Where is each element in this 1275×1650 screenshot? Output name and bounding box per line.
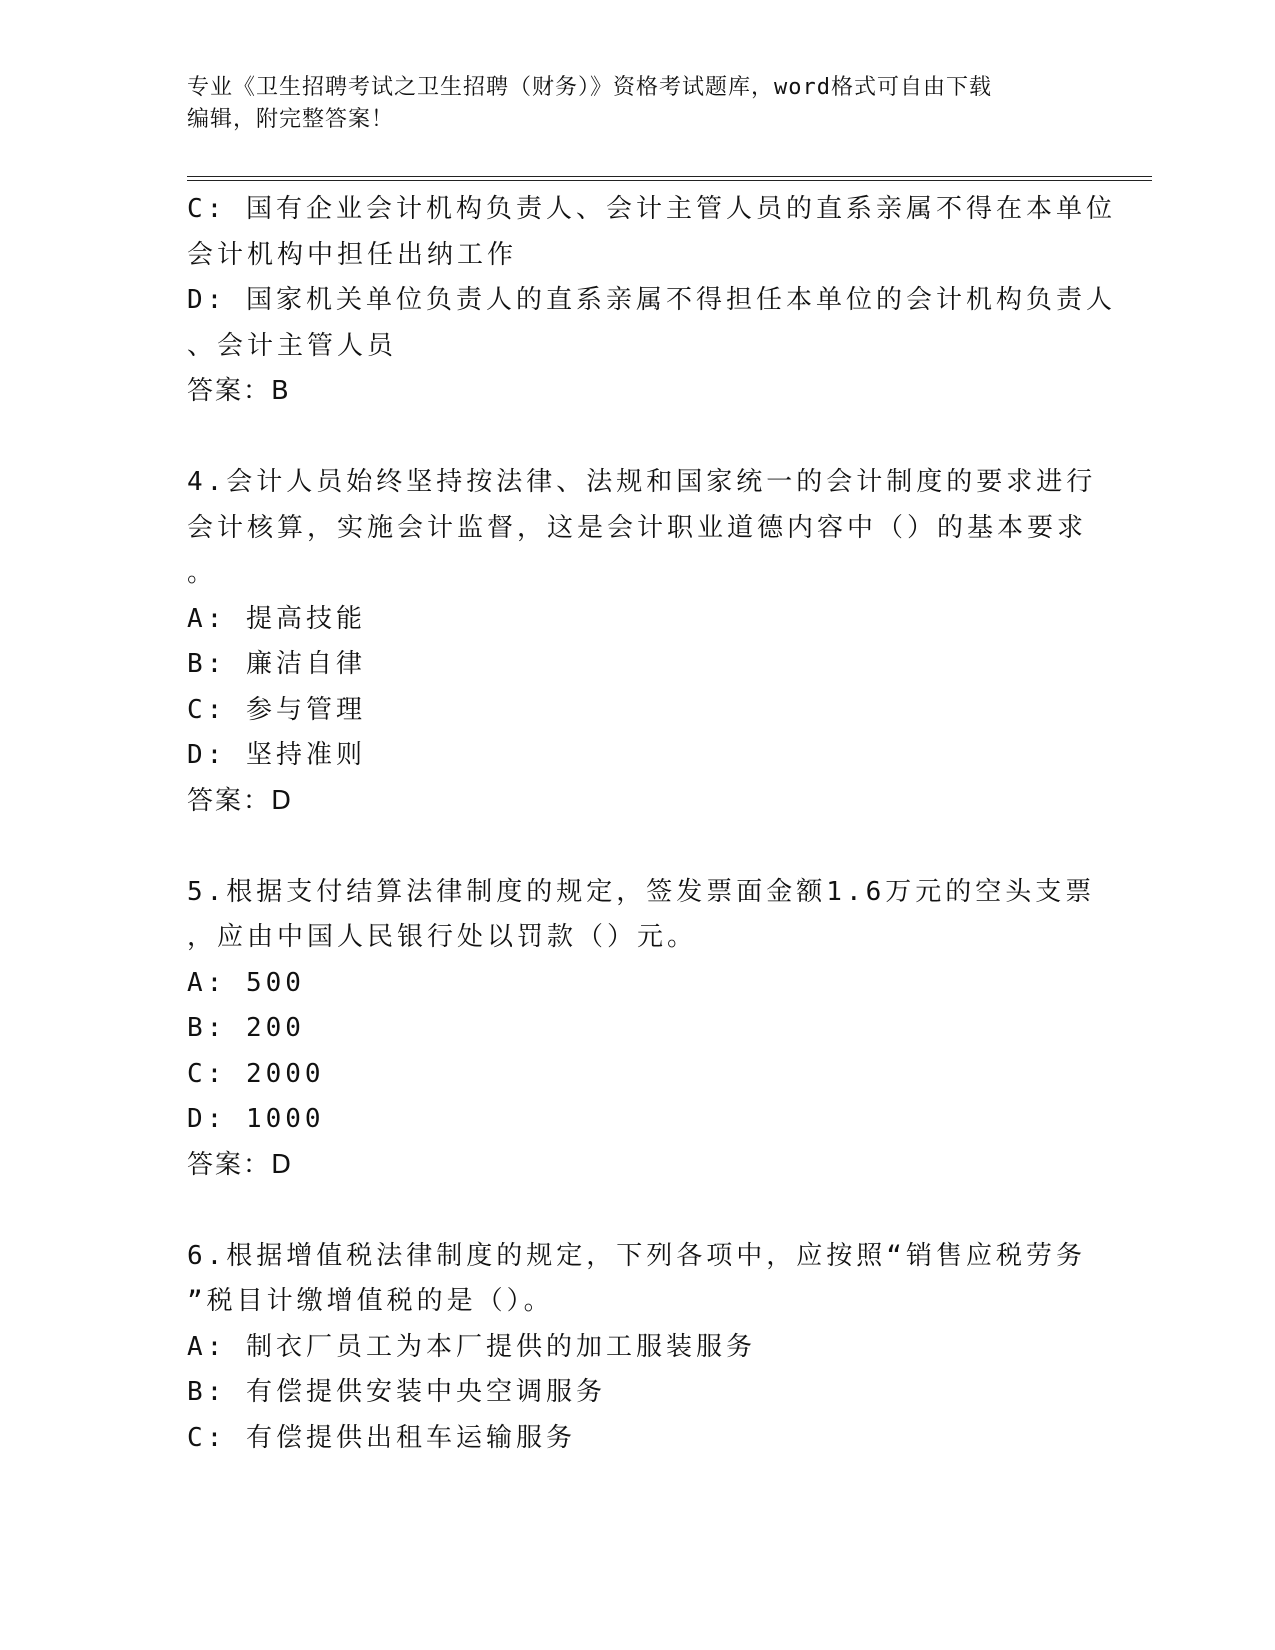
q4-stem-line-2: 会计核算，实施会计监督，这是会计职业道德内容中（）的基本要求 [187, 512, 1088, 543]
spacer [187, 415, 1087, 461]
q3-option-d-line-2: 、会计主管人员 [187, 330, 398, 361]
q5-stem-line-2: ，应由中国人民银行处以罚款（）元。 [187, 922, 698, 952]
q4-answer: 答案：D [187, 785, 294, 816]
header-divider [187, 176, 1152, 181]
q4-option-d: D: 坚持准则 [187, 740, 366, 770]
q6-option-a: A: 制衣厂员工为本厂提供的加工服装服务 [187, 1331, 756, 1362]
q4-option-a: A: 提高技能 [187, 603, 366, 634]
spacer [187, 824, 1087, 870]
q5-stem-line-1: 5.根据支付结算法律制度的规定，签发票面金额1.6万元的空头支票 [187, 876, 1096, 907]
q3-answer: 答案：B [187, 376, 291, 406]
q6-stem-line-2: ”税目计缴增值税的是（）。 [187, 1286, 554, 1316]
q4-option-b: B: 廉洁自律 [187, 649, 366, 679]
spacer [187, 1188, 1087, 1234]
q5-option-b: B: 200 [187, 1013, 305, 1043]
header-line-1: 专业《卫生招聘考试之卫生招聘（财务）》资格考试题库，word格式可自由下载 [187, 75, 992, 100]
q4-stem-line-3: 。 [187, 558, 218, 588]
q5-answer: 答案：D [187, 1149, 294, 1180]
q4-option-c: C: 参与管理 [187, 694, 366, 725]
question-content [187, 187, 1116, 1461]
document-header [187, 72, 1067, 136]
q6-option-c: C: 有偿提供出租车运输服务 [187, 1422, 576, 1453]
q3-option-d-line-1: D: 国家机关单位负责人的直系亲属不得担任本单位的会计机构负责人 [187, 285, 1116, 315]
q4-stem-line-1: 4.会计人员始终坚持按法律、法规和国家统一的会计制度的要求进行 [187, 467, 1097, 497]
header-line-2: 编辑，附完整答案！ [187, 107, 395, 132]
q5-option-a: A: 500 [187, 967, 305, 998]
q5-option-c: C: 2000 [187, 1058, 325, 1089]
q6-option-b: B: 有偿提供安装中央空调服务 [187, 1377, 606, 1407]
q5-option-d: D: 1000 [187, 1104, 325, 1134]
q6-stem-line-1: 6.根据增值税法律制度的规定，下列各项中，应按照“销售应税劳务 [187, 1240, 1086, 1271]
q3-option-c-line-1: C: 国有企业会计机构负责人、会计主管人员的直系亲属不得在本单位 [187, 194, 1116, 224]
q3-option-c-line-2: 会计机构中担任出纳工作 [187, 239, 518, 270]
